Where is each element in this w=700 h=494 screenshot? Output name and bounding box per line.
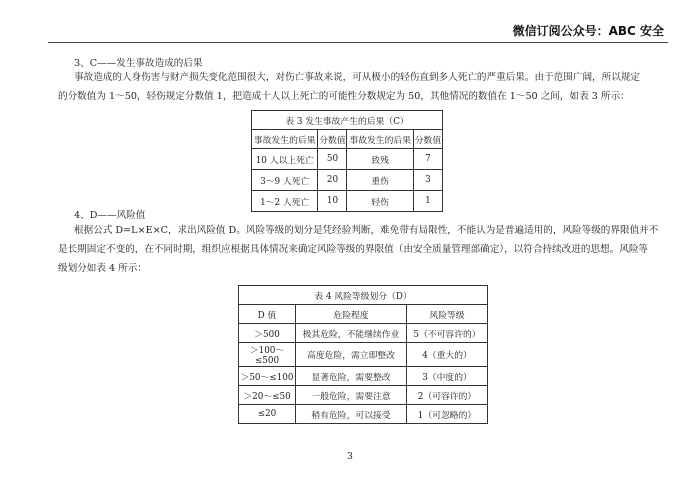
- table-4-header: 风险等级: [407, 305, 488, 324]
- table-cell: 3～9 人死亡: [252, 170, 318, 191]
- table-cell: ≤20: [239, 405, 296, 424]
- table-cell: 高度危险，需立即整改: [296, 343, 407, 367]
- table-3-header: 分数值: [318, 130, 347, 149]
- section-c-para-line2: 的分数值为 1～50，轻伤规定分数值 1，把造成十人以上死亡的可能性分数规定为 50，其他情况的数值在 1～50 之间，如表 3 所示：: [58, 91, 630, 102]
- table-cell: 50: [318, 149, 347, 170]
- table-cell: 一般危险，需要注意: [296, 386, 407, 405]
- table-row: [239, 343, 488, 367]
- section-d-para-line1: 根据公式 D=L×E×C，求出风险值 D。风险等级的划分是凭经验判断，难免带有局限性，不能认为是普遍适用的，风险等级的界限值并不: [74, 225, 659, 236]
- table-row: [252, 191, 443, 212]
- section-c-heading: 3、C——发生事故造成的后果: [74, 58, 203, 69]
- table-row: [239, 367, 488, 386]
- table-cell: 20: [318, 170, 347, 191]
- table-4: [238, 285, 488, 424]
- table-cell: 1: [413, 191, 442, 212]
- table-row: [239, 386, 488, 405]
- table-row: [252, 149, 443, 170]
- page-header: [48, 22, 668, 43]
- table-3-header: 事故发生的后果: [347, 130, 413, 149]
- table-cell: ＞500: [239, 324, 296, 343]
- table-cell: 7: [413, 149, 442, 170]
- table-cell: ＞20～≤50: [239, 386, 296, 405]
- page-number: 3: [347, 452, 353, 462]
- table-cell: 1（可忽略的）: [407, 405, 488, 424]
- table-cell: 3（中度的）: [407, 367, 488, 386]
- table-cell: 轻伤: [347, 191, 413, 212]
- table-cell: 5（不可容许的）: [407, 324, 488, 343]
- table-3-header: 事故发生的后果: [252, 130, 318, 149]
- table-4-header: 危险程度: [296, 305, 407, 324]
- section-d-para-line2: 是长期固定不变的，在不同时期，组织应根据具体情况来确定风险等级的界限值（由安全质量管理部确定），以符合持续改进的思想。风险等: [58, 244, 649, 255]
- section-d-heading: 4、D——风险值: [74, 210, 146, 221]
- table-row: [239, 405, 488, 424]
- table-cell: 稍有危险，可以接受: [296, 405, 407, 424]
- table-3-header: 分数值: [413, 130, 442, 149]
- table-cell: 3: [413, 170, 442, 191]
- table-row: [252, 170, 443, 191]
- table-3-caption: 表 3 发生事故产生的后果（C）: [252, 111, 443, 130]
- table-row: [239, 324, 488, 343]
- table-cell: ＞50～≤100: [239, 367, 296, 386]
- table-cell: 10: [318, 191, 347, 212]
- table-cell: 4（重大的）: [407, 343, 488, 367]
- section-c-para-line1: 事故造成的人身伤害与财产损失变化范围很大，对伤亡事故来说，可从极小的轻伤直到多人死亡的严重后果。由于范围广阔，所以规定: [74, 72, 641, 83]
- table-cell: 致残: [347, 149, 413, 170]
- table-cell: 10 人以上死亡: [252, 149, 318, 170]
- table-cell: ＞100～≤500: [239, 343, 296, 367]
- section-d-para-line3: 级划分如表 4 所示：: [58, 263, 147, 274]
- header-title: 微信订阅公众号：ABC 安全: [512, 24, 664, 38]
- table-4-caption: 表 4 风险等级划分（D）: [239, 286, 488, 305]
- table-3: [251, 110, 443, 212]
- table-cell: 重伤: [347, 170, 413, 191]
- table-cell: 1～2 人死亡: [252, 191, 318, 212]
- table-cell: 极其危险，不能继续作业: [296, 324, 407, 343]
- table-4-header: D 值: [239, 305, 296, 324]
- table-cell: 2（可容许的）: [407, 386, 488, 405]
- table-cell: 显著危险，需要整改: [296, 367, 407, 386]
